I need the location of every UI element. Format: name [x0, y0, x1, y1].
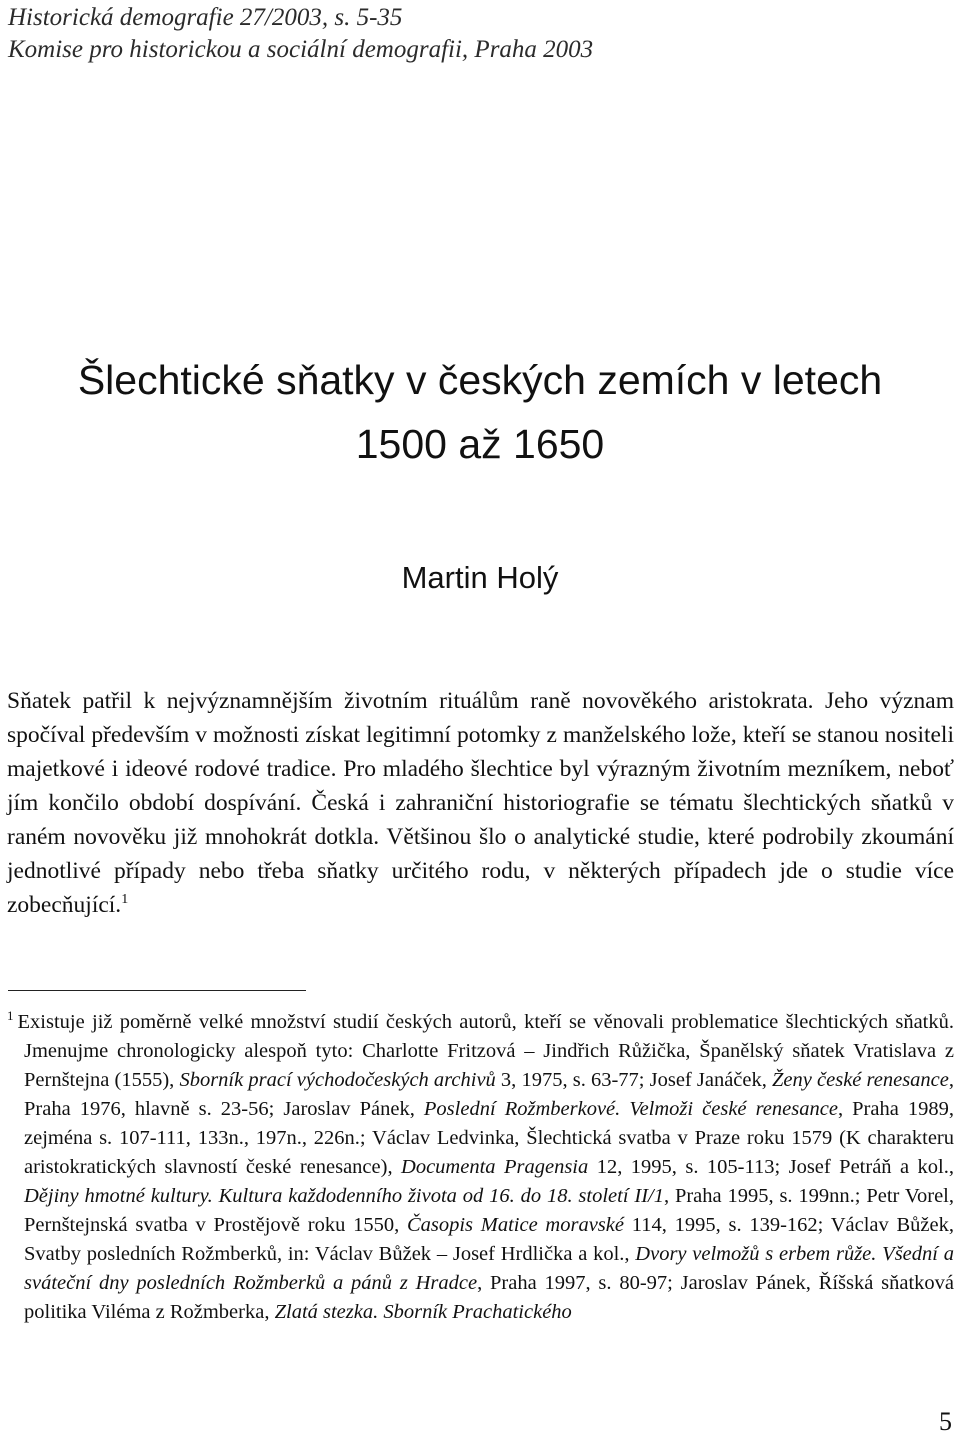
footnote-citation-title: Sborník prací východočeských archivů: [179, 1069, 496, 1091]
footnote-text-segment: 12, 1995, s. 105-113; Josef Petráň a kol.,: [588, 1156, 954, 1178]
article-title-line-1: Šlechtické sňatky v českých zemích v letech: [77, 357, 883, 403]
footnote-text-segment: , Praha 1976, hlavně s. 23-56; Jaroslav Pánek,: [24, 1069, 954, 1120]
footnote-citation-title: Poslední Rožmberkové. Velmoži české renesance: [423, 1098, 838, 1120]
footnote-citation-title: Dvory velmožů s erbem růže. Všední a sváteční dny posledních Rožmberků a pánů z Hradce: [24, 1243, 954, 1294]
footnote-text: [7, 1008, 954, 1327]
footnote-separator: [8, 990, 306, 991]
footnote-text-segment: , Praha 1995, s. 199nn.; Petr Vorel, Pernštejnská svatba v Prostějově roku 1550,: [24, 1185, 954, 1236]
footnote-citation-title: Documenta Pragensia: [401, 1156, 589, 1178]
article-title: [0, 348, 960, 476]
journal-publisher: Komise pro historickou a sociální demografii, Praha 2003: [8, 36, 594, 63]
footnote-text-segment: 114, 1995, s. 139-162; Václav Bůžek, Svatby posledních Rožmberků, in: Václav Bůžek – Josef Hrdlička a kol.,: [24, 1214, 954, 1265]
footnote-citation-title: Dějiny hmotné kultury. Kultura každodenního života od 16. do 18. století II/1: [24, 1185, 664, 1207]
footnote-text-segment: 3, 1975, s. 63-77; Josef Janáček,: [495, 1069, 773, 1091]
footnote-text-segment: , Praha 1997, s. 80-97; Jaroslav Pánek, Říšská sňatková politika Viléma z Rožmberka,: [24, 1272, 954, 1323]
author-name: Martin Holý: [401, 560, 559, 595]
footnote-reference[interactable]: 1: [121, 892, 129, 908]
footnote-text-segment: Existuje již poměrně velké množství studií českých autorů, kteří se věnovali problematice šlechtických sňatků. Jmenujme chronologicky alespoň tyto: Charlotte Fritzová – Jindřich Růžička, Španělský sňatek Vratislava z Pernštejna (1555),: [17, 1011, 954, 1091]
footnote-segments: [18, 1011, 955, 1323]
footnote: [7, 1008, 954, 1327]
body-paragraph: [7, 684, 954, 922]
footnote-citation-title: Časopis Matice moravské: [406, 1214, 624, 1236]
body-paragraph-text: Sňatek patřil k nejvýznamnějším životním rituálům raně novověkého aristokrata. Jeho význam spočíval především v možnosti získat legitimní potomky z manželského lože, kteří se stanou nositeli majetkové i ideové rodové tradice. Pro mladého šlechtice byl výrazným životním mezníkem, neboť jím končilo období dospívání. Česká i zahraniční historiografie se tématu šlechtických sňatků v raném novověku již mnohokrát dotkla. Většinou šlo o analytické studie, které podrobily zkoumání jednotlivé případy nebo třeba sňatky určitého rodu, v některých případech jde o studie více zobecňující.: [7, 688, 954, 918]
page-number: 5: [939, 1407, 952, 1436]
footnote-text-segment: , Praha 1989, zejména s. 107-111, 133n., 197n., 226n.; Václav Ledvinka, Šlechtická svatba v Praze roku 1579 (K charakteru aristokratických slavností české renesance),: [24, 1098, 954, 1178]
footnote-citation-title: Zlatá stezka. Sborník Prachatického: [274, 1301, 572, 1323]
journal-header: [8, 2, 952, 66]
footnote-mark: 1: [7, 1008, 14, 1024]
footnote-citation-title: Ženy české renesance: [772, 1069, 949, 1091]
article-title-line-2: 1500 až 1650: [355, 421, 605, 467]
journal-citation: Historická demografie 27/2003, s. 5-35: [8, 4, 403, 31]
